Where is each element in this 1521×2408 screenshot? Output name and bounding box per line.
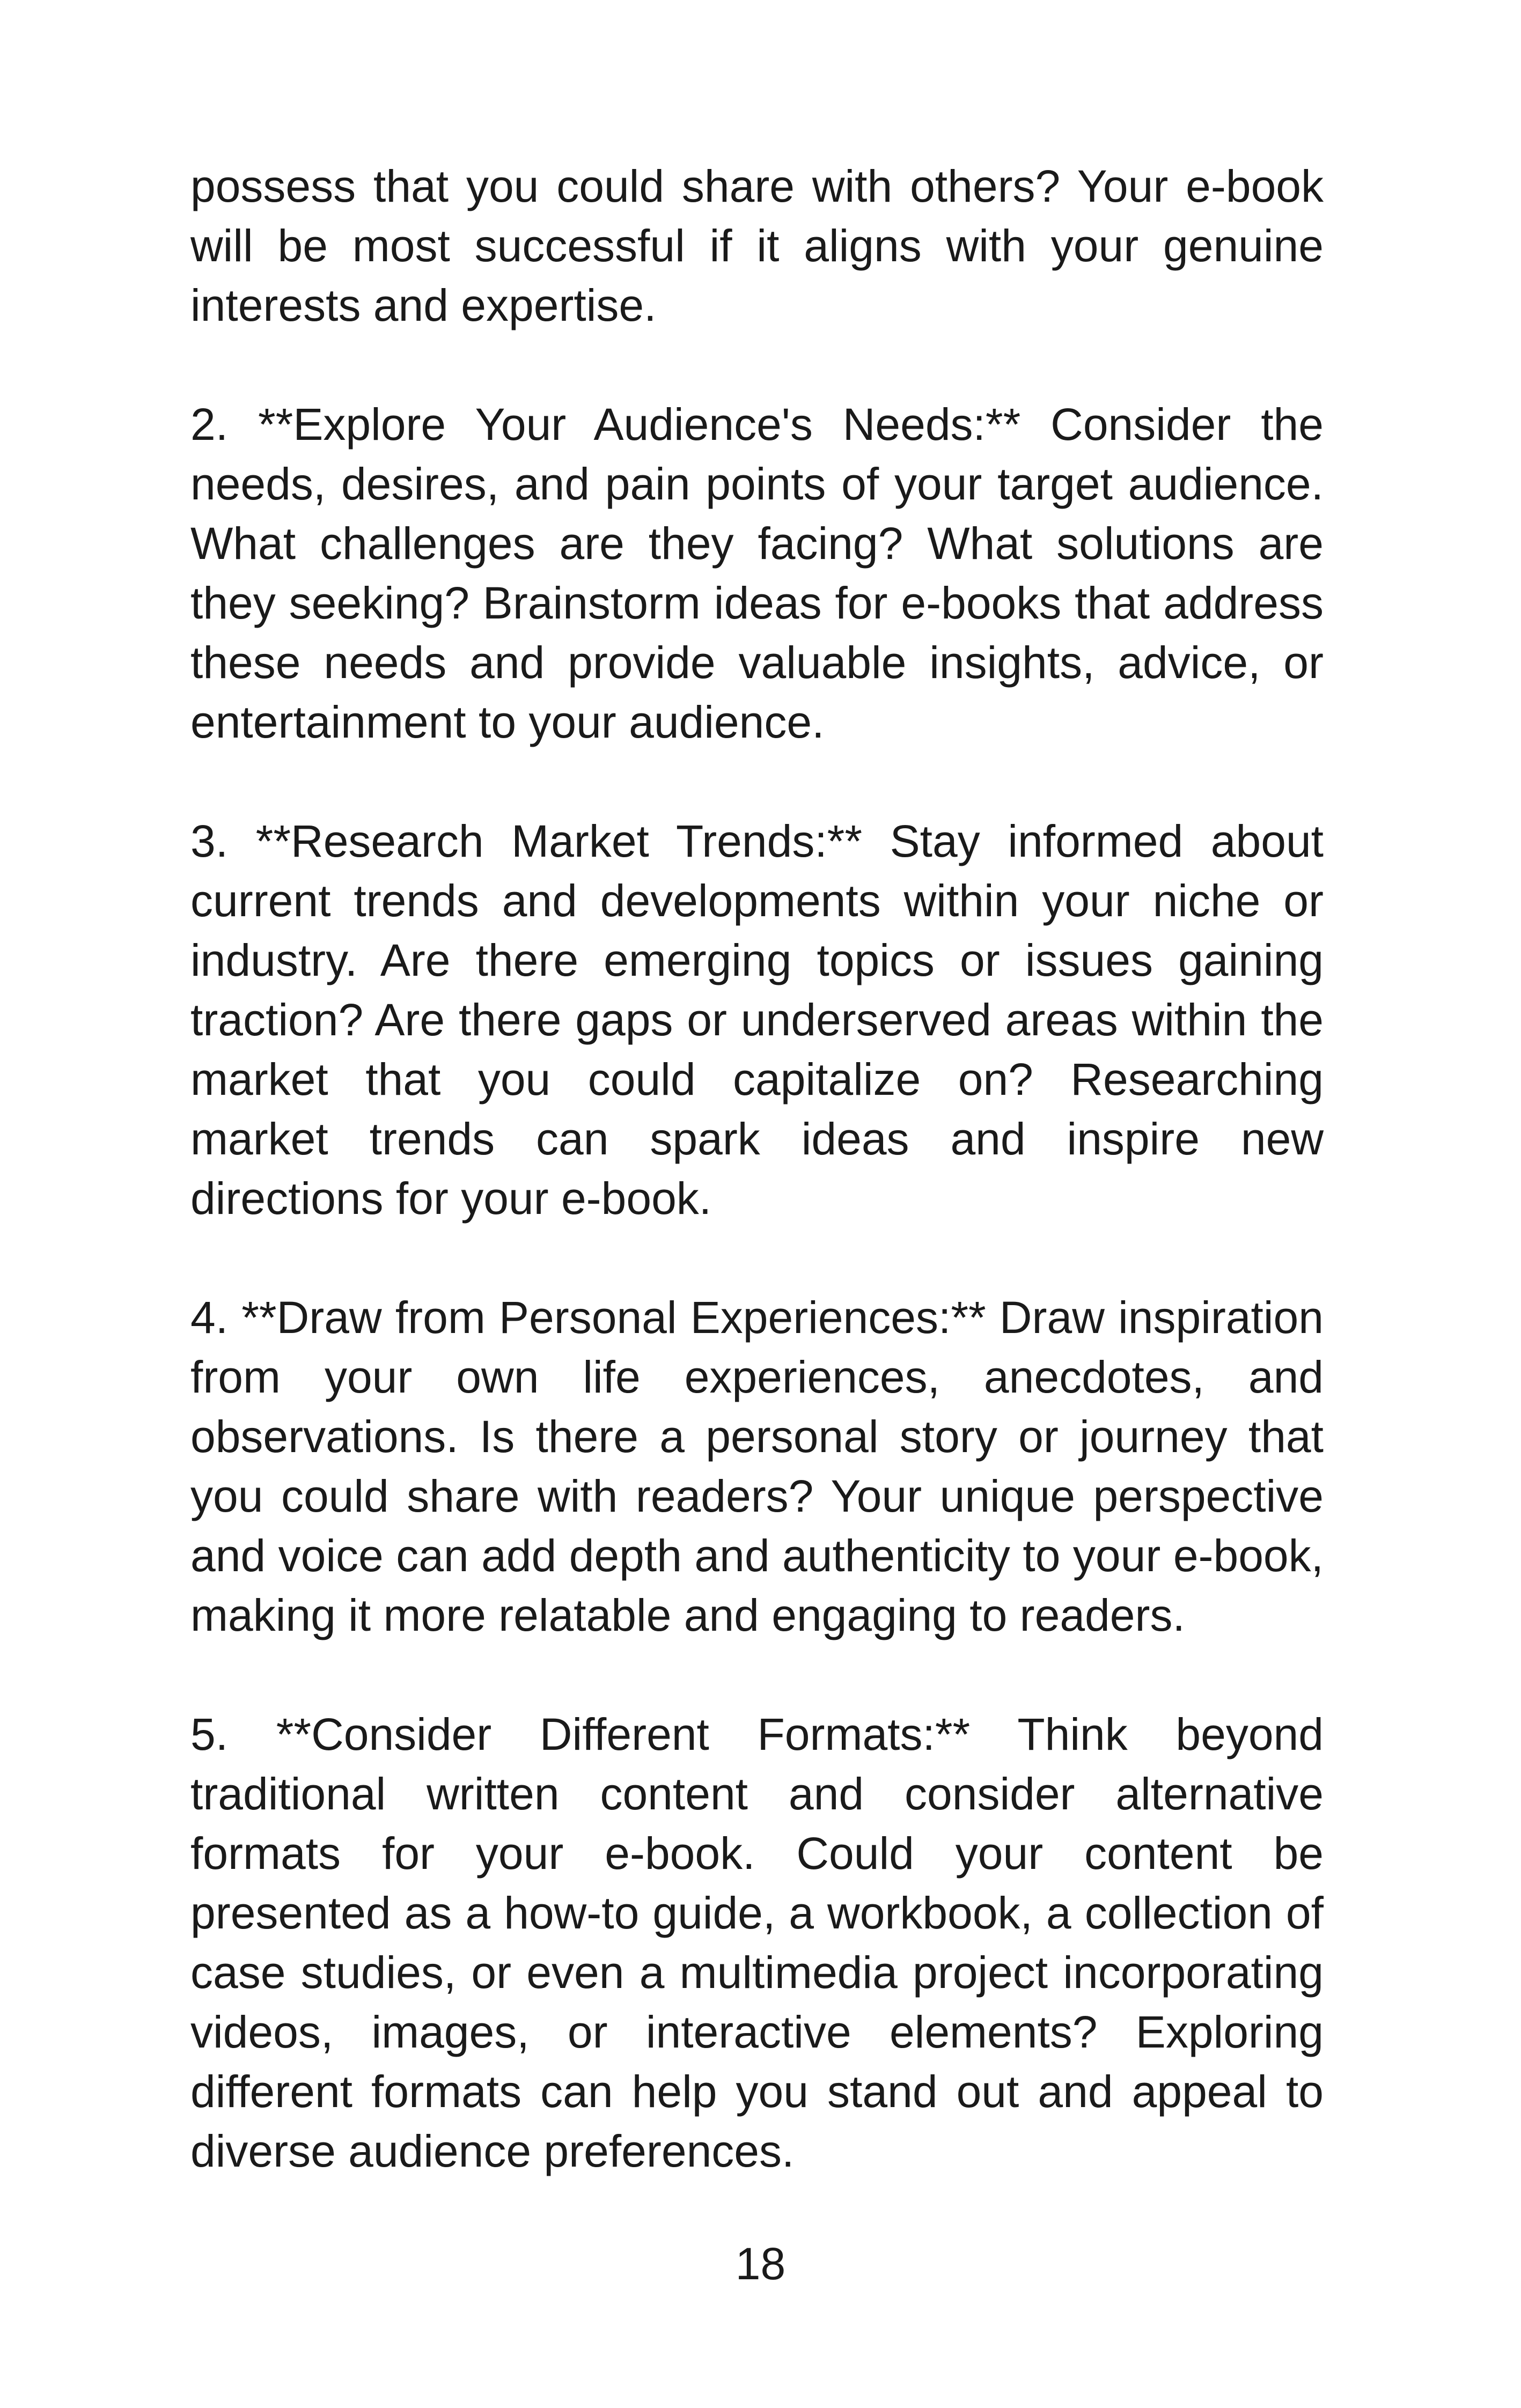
paragraph-continuation: possess that you could share with others? Your e-book will be most successful if it aligns with your genuine interests and expertise. [190, 161, 1324, 330]
body-text [190, 157, 1324, 2241]
paragraph-different-formats: 5. **Consider Different Formats:** Think beyond traditional written content and consider alternative formats for your e-book. Could your content be presented as a how-to guide, a workbook, a collection of case studies, or even a multimedia project incorporating videos, images, or interactive elements? Exploring different formats can help you stand out and appeal to diverse audience preferences. [190, 1709, 1324, 2176]
page-number: 18 [735, 2238, 786, 2289]
paragraph-personal-experiences: 4. **Draw from Personal Experiences:** Draw inspiration from your own life experiences, anecdotes, and observations. Is there a personal story or journey that you could share with readers? Your unique perspective and voice can add depth and authenticity to your e-book, making it more relatable and engaging to readers. [190, 1292, 1324, 1640]
paragraph-audience-needs: 2. **Explore Your Audience's Needs:** Consider the needs, desires, and pain points of your target audience. What challenges are they facing? What solutions are they seeking? Brainstorm ideas for e-books that address these needs and provide valuable insights, advice, or entertainment to your audience. [190, 399, 1324, 747]
paragraph-market-trends: 3. **Research Market Trends:** Stay informed about current trends and developments within your niche or industry. Are there emerging topics or issues gaining traction? Are there gaps or underserved areas within the market that you could capitalize on? Researching market trends can spark ideas and inspire new directions for your e-book. [190, 816, 1324, 1224]
